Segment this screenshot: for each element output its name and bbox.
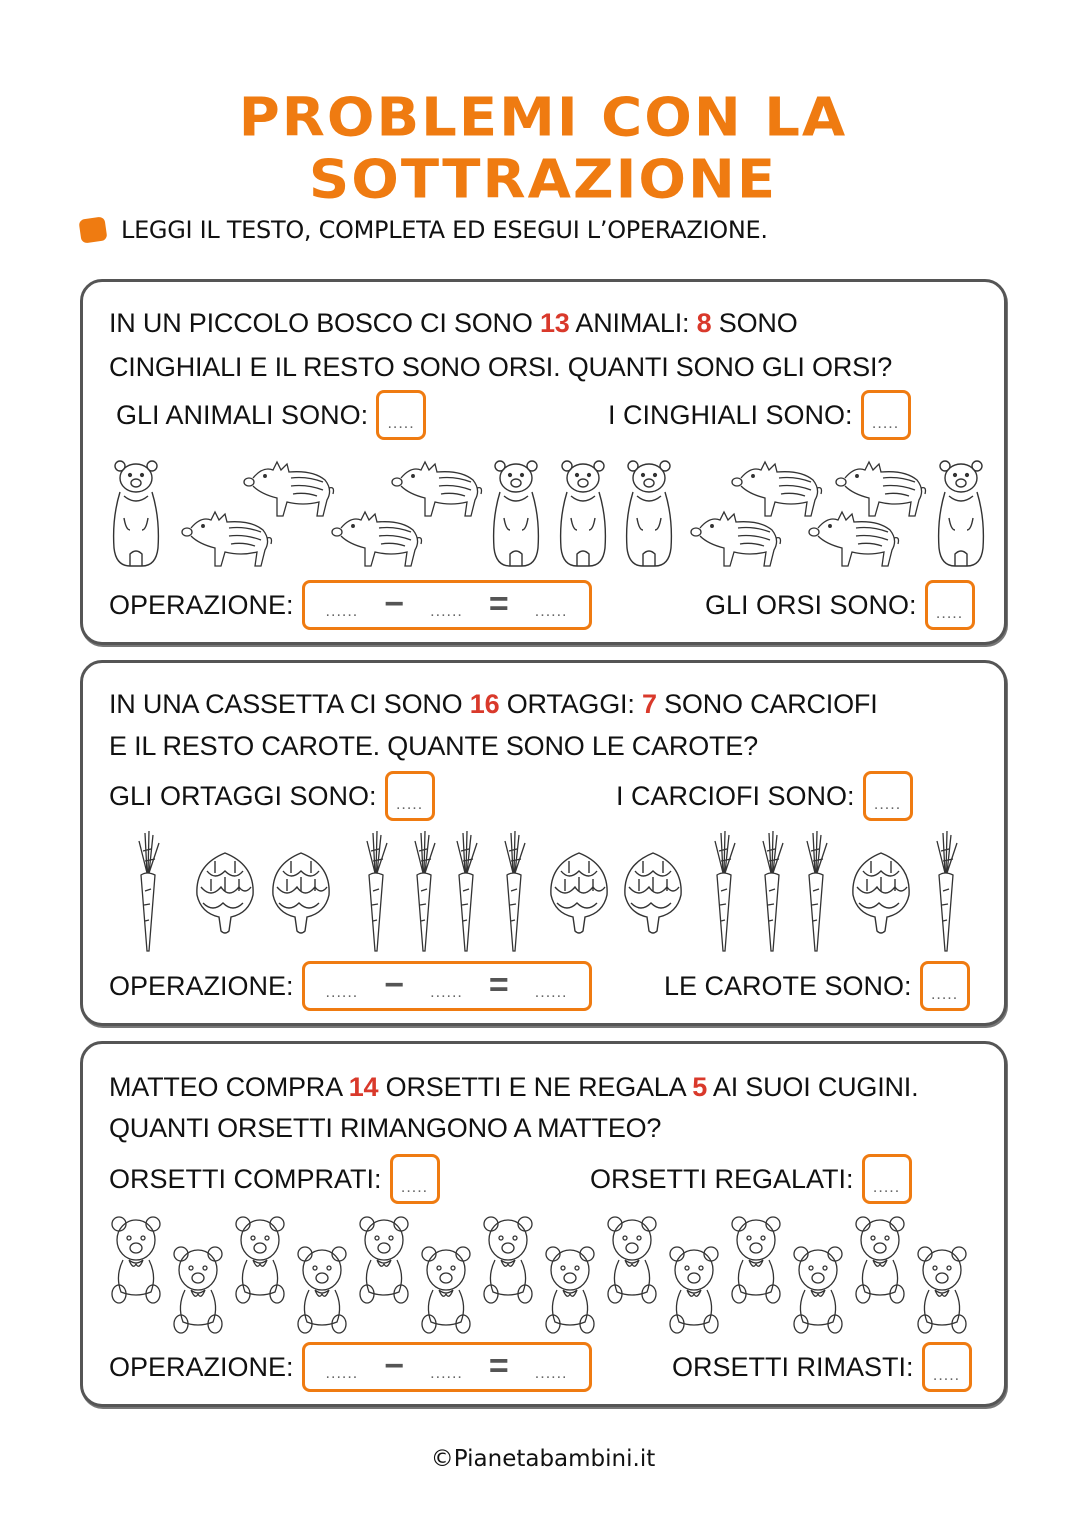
- artichoke-icon: [269, 851, 333, 935]
- blank: .....: [871, 415, 900, 432]
- text-part: IN UN PICCOLO BOSCO CI SONO: [109, 308, 540, 338]
- teddy-bear-icon: [853, 1214, 907, 1306]
- bear-icon: [621, 458, 677, 570]
- instruction: [80, 216, 768, 244]
- teddy-bear-icon: [295, 1244, 349, 1336]
- answer-field: [664, 961, 970, 1011]
- carrot-icon: [703, 831, 743, 953]
- bear-icon: [933, 458, 989, 570]
- bear-icon: [108, 458, 164, 570]
- operation-label: OPERAZIONE:: [109, 589, 294, 620]
- teddy-bear-icon: [791, 1244, 845, 1336]
- minus-sign: −: [384, 1347, 405, 1385]
- teddy-bear-icon: [419, 1244, 473, 1336]
- worksheet-title: PROBLEMI CON LA SOTTRAZIONE: [238, 87, 848, 211]
- result-blank[interactable]: ......: [534, 1365, 568, 1382]
- text-part: AI SUOI CUGINI.: [707, 1072, 919, 1102]
- answer-label: GLI ORSI SONO:: [705, 589, 917, 620]
- carrots-answer-box[interactable]: [920, 961, 970, 1011]
- teddy-bear-icon: [357, 1214, 411, 1306]
- subtrahend-blank[interactable]: ......: [430, 603, 463, 620]
- copyright-footer: ©Pianetabambini.it: [430, 1446, 656, 1472]
- teddy-bear-icon: [171, 1244, 225, 1336]
- bear-icon: [555, 458, 611, 570]
- operation-label: OPERAZIONE:: [109, 970, 294, 1001]
- text-part: MATTEO COMPRA: [109, 1072, 349, 1102]
- carrot-icon: [445, 831, 485, 953]
- bears-answer-box[interactable]: [925, 580, 975, 630]
- text-part: ORSETTI E NE REGALA: [378, 1072, 693, 1102]
- field-label: GLI ORTAGGI SONO:: [109, 780, 377, 811]
- blank: .....: [932, 1367, 961, 1384]
- teddy-bear-icon: [543, 1244, 597, 1336]
- text-part: SONO CARCIOFI: [656, 689, 878, 719]
- problem-text-line-1: [109, 683, 878, 725]
- problem-text-line-1: [109, 1066, 918, 1108]
- operation-field: [109, 1342, 592, 1392]
- artichokes-count-field: [616, 771, 913, 821]
- vegetables-count-field: [109, 771, 435, 821]
- subtrahend-blank[interactable]: ......: [430, 1365, 463, 1382]
- minuend-blank[interactable]: ......: [325, 984, 359, 1001]
- carrot-icon: [355, 831, 395, 953]
- carrot-icon: [751, 831, 791, 953]
- vegetables-answer-box[interactable]: [385, 771, 435, 821]
- field-label: I CINGHIALI SONO:: [608, 399, 853, 430]
- teddy-bear-icon: [667, 1244, 721, 1336]
- field-label: GLI ANIMALI SONO:: [116, 399, 369, 430]
- boar-icon: [391, 458, 483, 520]
- problem-card-3: [80, 1041, 1007, 1407]
- problem-text-line-2: QUANTI ORSETTI RIMANGONO A MATTEO?: [109, 1113, 662, 1143]
- blank: .....: [873, 796, 902, 813]
- problem-text-line-1: [109, 302, 798, 344]
- instruction-text: LEGGI IL TESTO, COMPLETA ED ESEGUI L’OPERAZIONE.: [121, 216, 768, 244]
- problem-card-1: [80, 279, 1007, 645]
- teddy-bear-icon: [915, 1244, 969, 1336]
- minuend-blank[interactable]: ......: [325, 603, 359, 620]
- teddy-bear-icon: [729, 1214, 783, 1306]
- problem-text-line-2: CINGHIALI E IL RESTO SONO ORSI. QUANTI SONO GLI ORSI?: [109, 352, 893, 382]
- teddy-bear-icon: [233, 1214, 287, 1306]
- operation-label: OPERAZIONE:: [109, 1351, 294, 1382]
- operation-field: [109, 580, 592, 630]
- field-label: ORSETTI REGALATI:: [590, 1163, 854, 1194]
- equals-sign: =: [488, 585, 509, 623]
- operation-box[interactable]: [302, 580, 592, 630]
- total-number: 16: [469, 689, 500, 719]
- blank: .....: [400, 1179, 429, 1196]
- artichoke-icon: [193, 851, 257, 935]
- subtrahend-blank[interactable]: ......: [430, 984, 463, 1001]
- boar-icon: [243, 458, 335, 520]
- problem-text-line-2: E IL RESTO CAROTE. QUANTE SONO LE CAROTE?: [109, 731, 758, 761]
- blank: .....: [930, 986, 959, 1003]
- carrot-icon: [403, 831, 443, 953]
- bought-answer-box[interactable]: [390, 1154, 440, 1204]
- answer-field: [672, 1342, 972, 1392]
- animals-answer-box[interactable]: [376, 390, 426, 440]
- text-part: ORTAGGI:: [499, 689, 642, 719]
- carrot-icon: [925, 831, 965, 953]
- given-answer-box[interactable]: [862, 1154, 912, 1204]
- answer-label: LE CAROTE SONO:: [664, 970, 912, 1001]
- artichokes-answer-box[interactable]: [863, 771, 913, 821]
- carrot-icon: [493, 831, 533, 953]
- teddy-bear-icon: [109, 1214, 163, 1306]
- field-label: I CARCIOFI SONO:: [616, 780, 855, 811]
- blank: .....: [935, 605, 964, 622]
- equals-sign: =: [488, 1347, 509, 1385]
- total-number: 14: [348, 1072, 379, 1102]
- total-number: 13: [539, 308, 570, 338]
- subtract-number: 8: [696, 308, 712, 338]
- field-label: ORSETTI COMPRATI:: [109, 1163, 382, 1194]
- bear-icon: [488, 458, 544, 570]
- boar-icon: [808, 508, 900, 570]
- animals-count-field: [116, 390, 426, 440]
- answer-field: [705, 580, 975, 630]
- blank: .....: [395, 796, 424, 813]
- subtract-number: 5: [692, 1072, 708, 1102]
- operation-box[interactable]: [302, 1342, 592, 1392]
- operation-field: [109, 961, 592, 1011]
- teddy-bear-icon: [605, 1214, 659, 1306]
- bullet-icon: [78, 216, 107, 243]
- text-part: ANIMALI:: [569, 308, 697, 338]
- text-part: SONO: [711, 308, 798, 338]
- result-blank[interactable]: ......: [534, 984, 568, 1001]
- minuend-blank[interactable]: ......: [325, 1365, 359, 1382]
- carrot-icon: [127, 831, 167, 953]
- carrot-icon: [795, 831, 835, 953]
- artichoke-icon: [621, 851, 685, 935]
- minus-sign: −: [384, 585, 405, 623]
- boars-count-field: [608, 390, 911, 440]
- given-count-field: [590, 1154, 912, 1204]
- blank: .....: [872, 1179, 901, 1196]
- bought-count-field: [109, 1154, 440, 1204]
- artichoke-icon: [547, 851, 611, 935]
- equals-sign: =: [488, 966, 509, 1004]
- subtract-number: 7: [641, 689, 657, 719]
- minus-sign: −: [384, 966, 405, 1004]
- operation-box[interactable]: [302, 961, 592, 1011]
- boar-icon: [690, 508, 782, 570]
- result-blank[interactable]: ......: [534, 603, 568, 620]
- teddy-bear-icon: [481, 1214, 535, 1306]
- problem-card-2: [80, 660, 1007, 1026]
- artichoke-icon: [849, 851, 913, 935]
- remaining-answer-box[interactable]: [922, 1342, 972, 1392]
- answer-label: ORSETTI RIMASTI:: [672, 1351, 914, 1382]
- boars-answer-box[interactable]: [861, 390, 911, 440]
- text-part: IN UNA CASSETTA CI SONO: [109, 689, 470, 719]
- blank: .....: [387, 415, 415, 432]
